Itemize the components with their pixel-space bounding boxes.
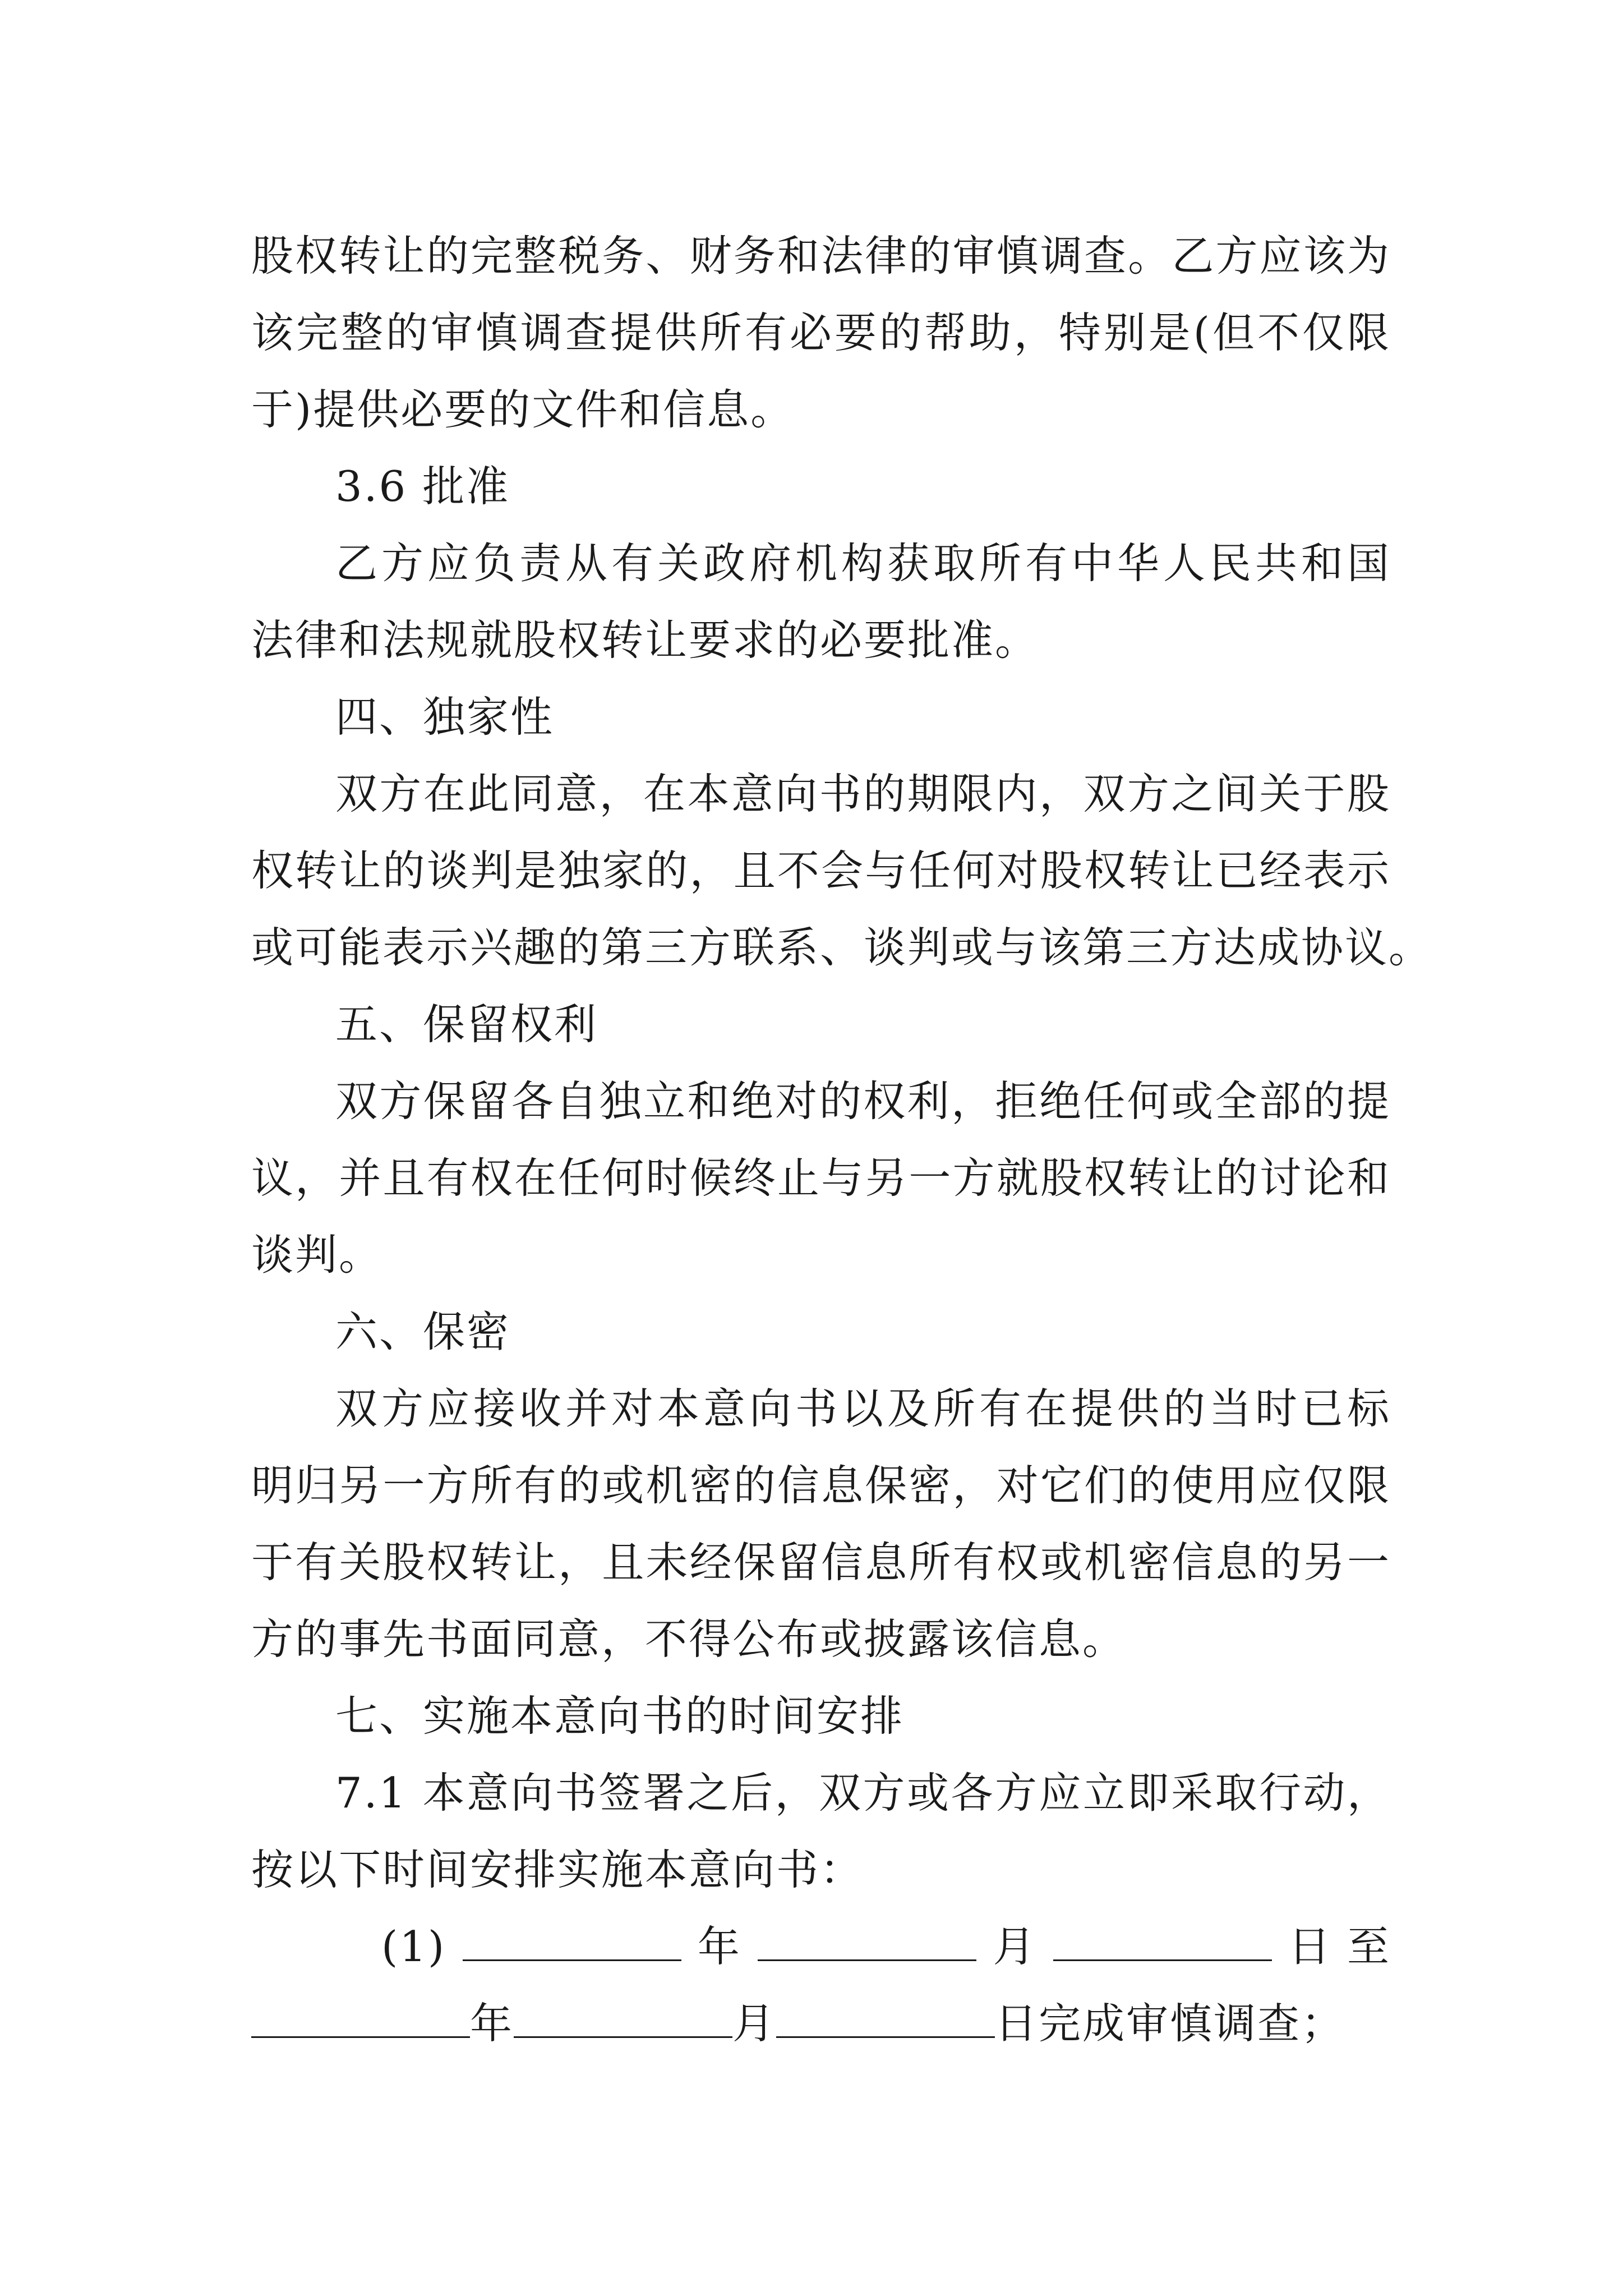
item-number: (1) bbox=[381, 1922, 446, 1971]
section-heading-4: 四、独家性 bbox=[335, 692, 555, 742]
paragraph-line: 7.1 本意向书签署之后，双方或各方应立即采取行动， bbox=[335, 1768, 1391, 1818]
paragraph-line: 方的事先书面同意，不得公布或披露该信息。 bbox=[251, 1614, 1127, 1664]
blank-year-field bbox=[463, 1925, 681, 1961]
blank-day-field bbox=[1053, 1925, 1272, 1961]
month-label: 月 bbox=[732, 1999, 777, 2048]
day-to-label: 日 至 bbox=[1288, 1922, 1391, 1971]
paragraph-line: 或可能表示兴趣的第三方联系、谈判或与该第三方达成协议。 bbox=[251, 923, 1433, 972]
blank-year-field bbox=[251, 2001, 470, 2038]
paragraph-line: 权转让的谈判是独家的，且不会与任何对股权转让已经表示 bbox=[251, 846, 1391, 895]
paragraph-line: 议，并且有权在任何时候终止与另一方就股权转让的讨论和 bbox=[251, 1153, 1391, 1203]
paragraph-line: 乙方应负责从有关政府机构获取所有中华人民共和国 bbox=[335, 539, 1391, 588]
section-heading-3-6: 3.6 批准 bbox=[335, 462, 510, 511]
paragraph-line: 明归另一方所有的或机密的信息保密，对它们的使用应仅限 bbox=[251, 1461, 1391, 1510]
paragraph-line: 谈判。 bbox=[251, 1230, 383, 1280]
paragraph-line: 按以下时间安排实施本意向书： bbox=[251, 1845, 864, 1894]
section-heading-6: 六、保密 bbox=[335, 1307, 511, 1356]
blank-month-field bbox=[514, 2001, 732, 2038]
blank-day-field bbox=[776, 2001, 995, 2038]
paragraph-line: 双方应接收并对本意向书以及所有在提供的当时已标 bbox=[335, 1384, 1391, 1433]
paragraph-line: 于)提供必要的文件和信息。 bbox=[251, 385, 795, 434]
year-label: 年 bbox=[470, 1999, 514, 2048]
month-label: 月 bbox=[993, 1922, 1037, 1971]
schedule-item-1-line-2 bbox=[251, 1985, 1391, 2062]
item-end-text: 日完成审慎调查； bbox=[995, 1999, 1345, 2048]
section-heading-7: 七、实施本意向书的时间安排 bbox=[335, 1691, 905, 1741]
paragraph-line: 该完整的审慎调查提供所有必要的帮助，特别是(但不仅限 bbox=[251, 308, 1391, 357]
paragraph-line: 于有关股权转让，且未经保留信息所有权或机密信息的另一 bbox=[251, 1538, 1391, 1587]
paragraph-line: 双方保留各自独立和绝对的权利，拒绝任何或全部的提 bbox=[335, 1076, 1391, 1126]
paragraph-line: 法律和法规就股权转让要求的必要批准。 bbox=[251, 615, 1039, 665]
section-heading-5: 五、保留权利 bbox=[335, 1000, 598, 1049]
document-page bbox=[251, 218, 1433, 2062]
paragraph-line: 双方在此同意，在本意向书的期限内，双方之间关于股 bbox=[335, 769, 1391, 818]
year-label: 年 bbox=[697, 1922, 741, 1971]
blank-month-field bbox=[758, 1925, 976, 1961]
paragraph-line: 股权转让的完整税务、财务和法律的审慎调查。乙方应该为 bbox=[251, 231, 1391, 280]
schedule-item-1-line-1 bbox=[251, 1908, 1391, 1985]
